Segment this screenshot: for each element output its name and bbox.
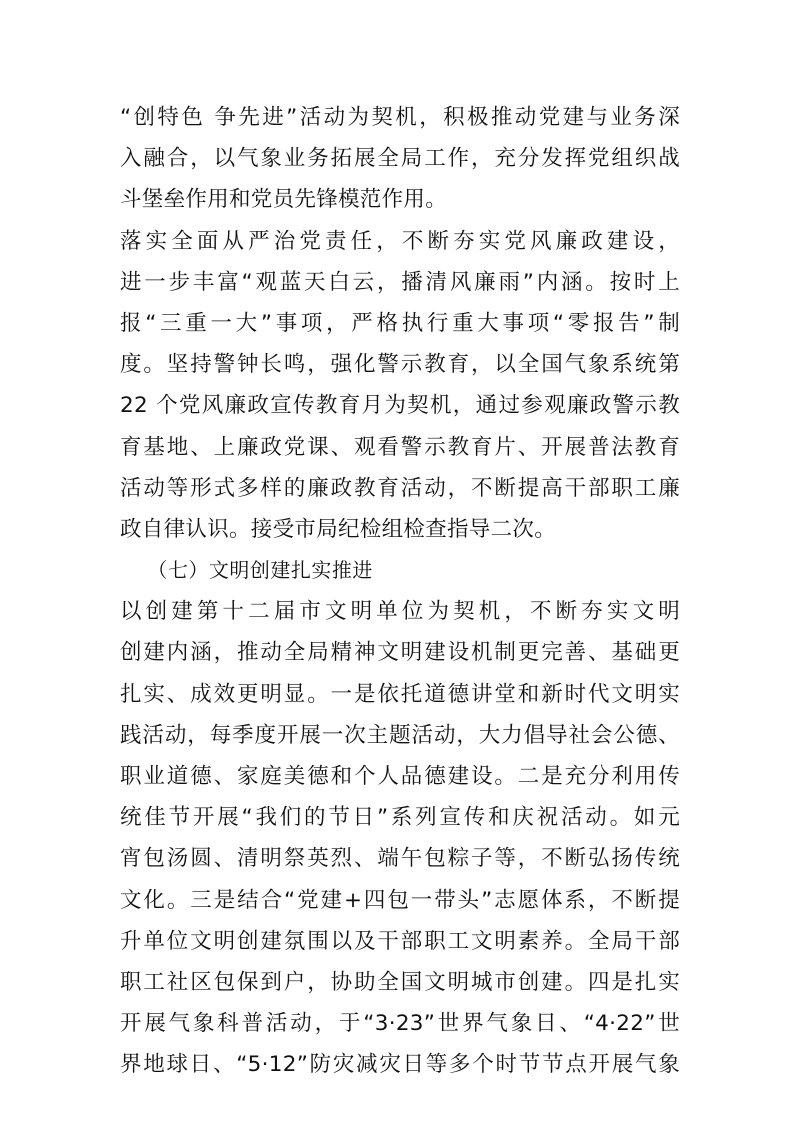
text-line: 活动等形式多样的廉政教育活动，不断提高干部职工廉 <box>120 475 680 501</box>
text-line: 创建内涵，推动全局精神文明建设机制更完善、基础更 <box>120 640 680 666</box>
text-line: 统佳节开展“我们的节日”系列宣传和庆祝活动。如元 <box>120 805 680 831</box>
text-line: 以创建第十二届市文明单位为契机，不断夯实文明 <box>120 599 680 625</box>
section-heading: （七）文明创建扎实推进 <box>120 558 373 583</box>
text-line: 开展气象科普活动，于“3·23”世界气象日、“4·22”世 <box>120 1011 680 1037</box>
text-line: 政自律认识。接受市局纪检组检查指导二次。 <box>120 516 557 542</box>
text-line: 扎实、成效更明显。一是依托道德讲堂和新时代文明实 <box>120 681 680 707</box>
text-line: 度。坚持警钟长鸣，强化警示教育，以全国气象系统第 <box>120 352 680 378</box>
text-line: 报“三重一大”事项，严格执行重大事项“零报告”制 <box>120 310 680 336</box>
text-line: “创特色 争先进”活动为契机，积极推动党建与业务深 <box>120 105 680 130</box>
text-line: 落实全面从严治党责任，不断夯实党风廉政建设， <box>120 228 680 254</box>
text-line: 22 个党风廉政宣传教育月为契机，通过参观廉政警示教 <box>120 393 680 419</box>
document-body <box>120 97 680 1086</box>
text-line: 践活动，每季度开展一次主题活动，大力倡导社会公德、 <box>120 722 680 748</box>
text-line: 育基地、上廉政党课、观看警示教育片、开展普法教育 <box>120 434 680 460</box>
text-line: 入融合，以气象业务拓展全局工作，充分发挥党组织战 <box>120 146 680 172</box>
text-line: 文化。三是结合“党建+四包一带头”志愿体系，不断提 <box>120 887 680 913</box>
text-line: 进一步丰富“观蓝天白云，播清风廉雨”内涵。按时上 <box>120 269 680 295</box>
text-line: 界地球日、“5·12”防灾减灾日等多个时节节点开展气象 <box>120 1052 680 1078</box>
text-line: 升单位文明创建氛围以及干部职工文明素养。全局干部 <box>120 928 680 954</box>
text-line: 职工社区包保到户，协助全国文明城市创建。四是扎实 <box>120 969 680 995</box>
text-line: 职业道德、家庭美德和个人品德建设。二是充分利用传 <box>120 764 680 789</box>
text-line: 宵包汤圆、清明祭英烈、端午包粽子等，不断弘扬传统 <box>120 846 680 872</box>
text-line: 斗堡垒作用和党员先锋模范作用。 <box>120 187 448 213</box>
